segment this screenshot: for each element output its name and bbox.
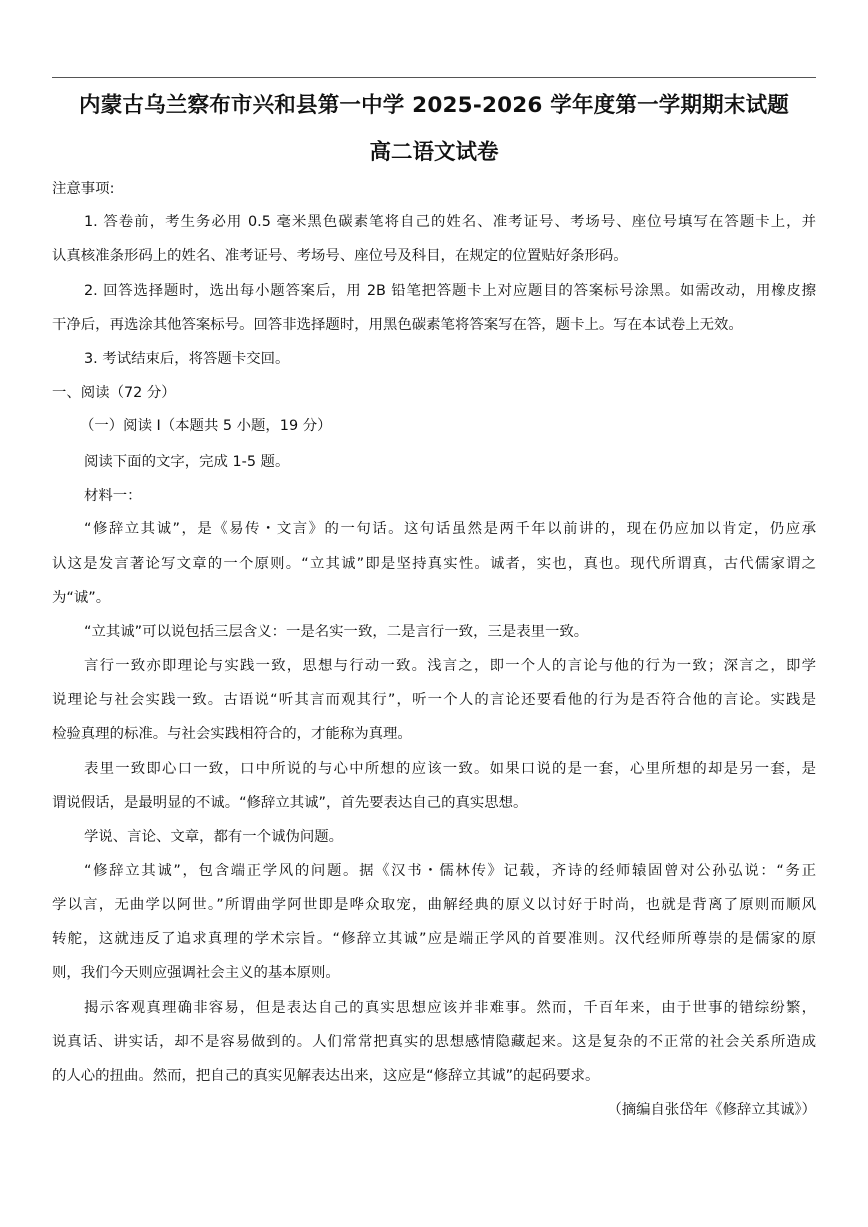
section-heading: 一、阅读（72 分） <box>52 385 176 401</box>
subsection-heading: （一）阅读 I（本题共 5 小题，19 分） <box>80 418 332 434</box>
passage-line: “修辞立其诚”，是《易传・文言》的一句话。这句话虽然是两千年以前讲的，现在仍应加以肯定，仍应承 <box>84 521 816 537</box>
notice-item-2: 2. 回答选择题时，选出每小题答案后，用 2B 铅笔把答题卡上对应题目的答案标号涂黑。如需改动，用橡皮擦 <box>84 283 816 299</box>
passage-line: 言行一致亦即理论与实践一致，思想与行动一致。浅言之，即一个人的言论与他的行为一致；深言之，即学 <box>84 658 816 674</box>
header-rule <box>52 77 816 78</box>
passage-line: 学说、言论、文章，都有一个诚伪问题。 <box>84 829 344 845</box>
passage-line: 谓说假话，是最明显的不诚。“修辞立其诚”，首先要表达自己的真实思想。 <box>52 795 528 811</box>
notice-item-1: 1. 答卷前，考生务必用 0.5 毫米黑色碳素笔将自己的姓名、准考证号、考场号、座位号填写在答题卡上，并 <box>84 214 816 230</box>
notice-item-1-cont: 认真核准条形码上的姓名、准考证号、考场号、座位号及科目，在规定的位置贴好条形码。 <box>52 248 628 264</box>
exam-subtitle: 高二语文试卷 <box>369 140 499 165</box>
passage-line: 转舵，这就违反了追求真理的学术宗旨。“修辞立其诚”应是端正学风的首要准则。汉代经师所尊崇的是儒家的原 <box>52 931 816 947</box>
source-citation: （摘编自张岱年《修辞立其诚》） <box>607 1102 816 1118</box>
passage-line: 的人心的扭曲。然而，把自己的真实见解表达出来，这应是“修辞立其诚”的起码要求。 <box>52 1068 600 1084</box>
reading-instruction: 阅读下面的文字，完成 1-5 题。 <box>84 454 290 470</box>
passage-line: 说真话、讲实话，却不是容易做到的。人们常常把真实的思想感情隐藏起来。这是复杂的不正常的社会关系所造成 <box>52 1034 816 1050</box>
passage-line: “立其诚”可以说包括三层含义：一是名实一致，二是言行一致，三是表里一致。 <box>84 624 589 640</box>
exam-title: 内蒙古乌兰察布市兴和县第一中学 2025-2026 学年度第一学期期末试题 <box>79 93 789 118</box>
passage-line: 说理论与社会实践一致。古语说“听其言而观其行”，听一个人的言论还要看他的行为是否符合他的言论。实践是 <box>52 692 816 708</box>
passage-line: 认这是发言著论写文章的一个原则。“立其诚”即是坚持真实性。诚者，实也，真也。现代所谓真，古代儒家谓之 <box>52 556 816 572</box>
passage-line: 为“诚”。 <box>52 590 111 606</box>
passage-line: 检验真理的标准。与社会实践相符合的，才能称为真理。 <box>52 726 412 742</box>
material-label: 材料一： <box>84 488 142 504</box>
passage-line: 揭示客观真理确非容易，但是表达自己的真实思想应该并非难事。然而，千百年来，由于世事的错综纷繁， <box>84 1000 816 1016</box>
notice-heading: 注意事项: <box>52 181 115 197</box>
passage-line: 表里一致即心口一致，口中所说的与心中所想的应该一致。如果口说的是一套，心里所想的却是另一套，是 <box>84 761 816 777</box>
passage-line: 学以言，无曲学以阿世。”所谓曲学阿世即是哗众取宠，曲解经典的原义以讨好于时尚，也就是背离了原则而顺风 <box>52 897 816 913</box>
notice-item-3: 3. 考试结束后，将答题卡交回。 <box>84 351 290 367</box>
passage-line: 则，我们今天则应强调社会主义的基本原则。 <box>52 965 340 981</box>
passage-line: “修辞立其诚”，包含端正学风的问题。据《汉书・儒林传》记载，齐诗的经师辕固曾对公孙弘说：“务正 <box>84 863 816 879</box>
notice-item-2-cont: 干净后，再选涂其他答案标号。回答非选择题时，用黑色碳素笔将答案写在答，题卡上。写在本试卷上无效。 <box>52 317 743 333</box>
